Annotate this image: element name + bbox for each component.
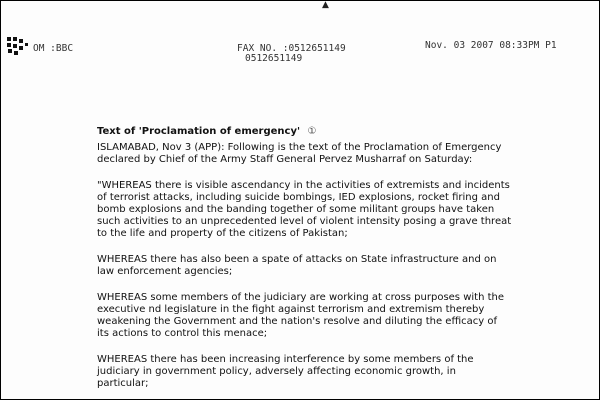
triangle-marker-icon: ▲ <box>322 0 329 10</box>
fax-header <box>1 35 600 65</box>
document-title <box>97 126 597 138</box>
paragraph-whereas-3: WHEREAS some members of the judiciary are working at cross purposes with the executive nd legislature in the fight against terrorism and extremism thereby weakening the Government and the nation's resolve and diluting the efficacy of its actions to control this menace; <box>97 292 505 339</box>
paragraph-whereas-4: WHEREAS there has been increasing interference by some members of the judiciary in government policy, adversely affecting economic growth, in particular; <box>97 354 474 389</box>
document-body <box>97 126 597 400</box>
fax-corner-mark-icon <box>5 35 31 57</box>
document-title-text: Text of 'Proclamation of emergency' <box>97 126 301 137</box>
paragraph-whereas-1: "WHEREAS there is visible ascendancy in the activities of extremists and incidents of terrorist attacks, including suicide bombings, IED explosions, rocket firing and bomb explosions and the banding together of some militant groups have taken such activities to an unprecedented level of violent intensity posing a grave threat to the life and property of the citizens of Pakistan; <box>97 180 512 239</box>
paragraph-intro: ISLAMABAD, Nov 3 (APP): Following is the text of the Proclamation of Emergency declared by Chief of the Army Staff General Pervez Musharraf on Saturday: <box>97 142 502 165</box>
fax-datetime: Nov. 03 2007 08:33PM P1 <box>425 40 557 51</box>
paragraph-whereas-2: WHEREAS there has also been a spate of attacks on State infrastructure and on law enforcement agencies; <box>97 254 497 277</box>
fax-number: FAX NO. :0512651149 <box>237 43 346 54</box>
handwritten-number: 0512651149 <box>245 53 303 64</box>
handwritten-mark: ① <box>307 126 317 137</box>
fax-from: OM :BBC <box>33 43 74 54</box>
